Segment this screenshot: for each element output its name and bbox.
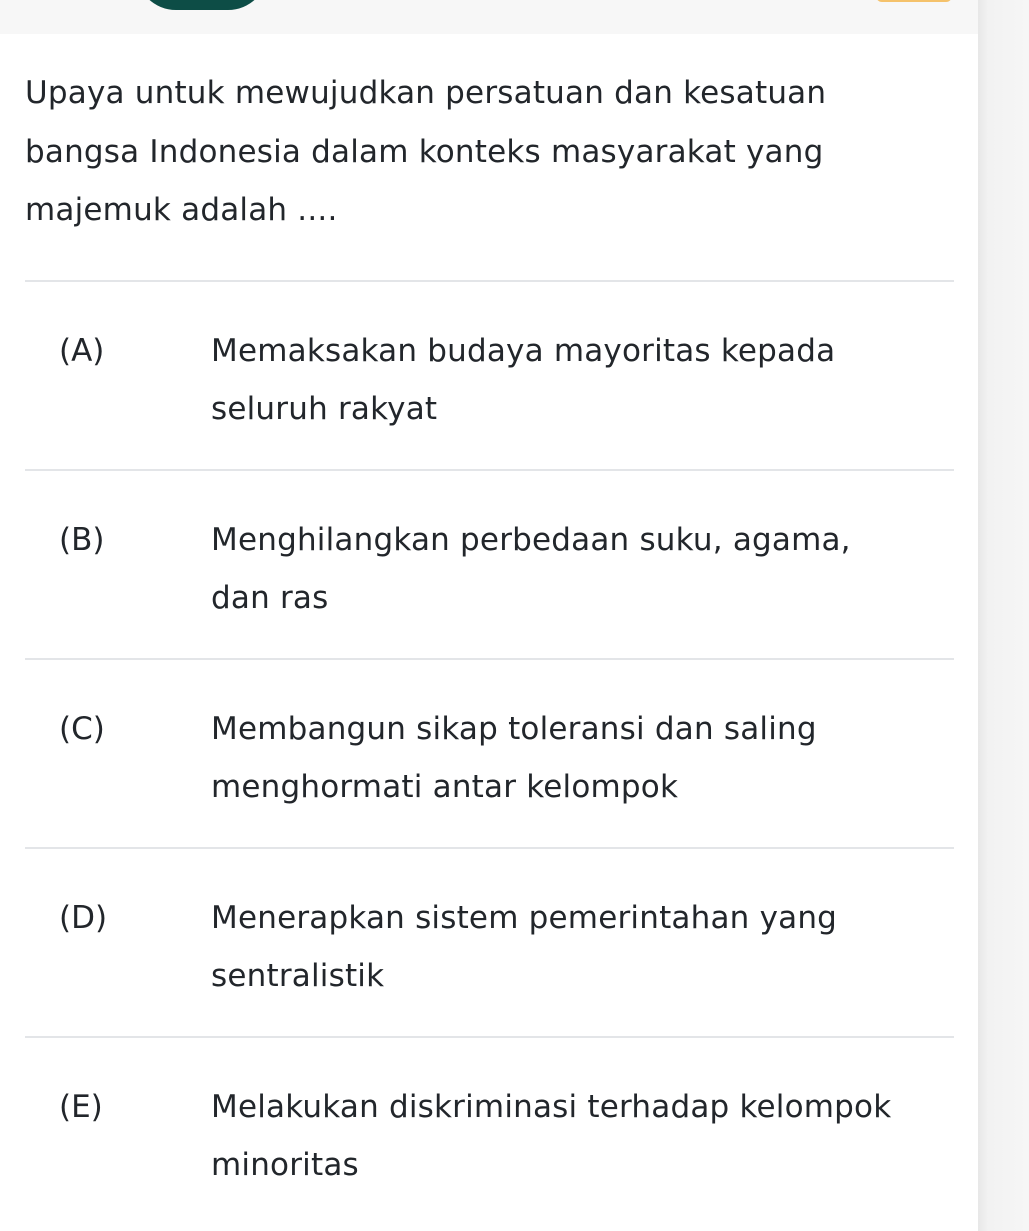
option-d[interactable] bbox=[25, 847, 954, 1036]
question-card bbox=[0, 34, 978, 1231]
question-text bbox=[25, 64, 905, 240]
option-text-line: Menghilangkan perbedaan suku, agama, bbox=[211, 522, 851, 558]
option-label: (B) bbox=[59, 522, 105, 558]
option-text-line: Memaksakan budaya mayoritas kepada bbox=[211, 333, 836, 369]
option-text bbox=[211, 889, 931, 1005]
option-a[interactable] bbox=[25, 280, 954, 469]
option-label: (A) bbox=[59, 333, 105, 369]
option-text-line: sentralistik bbox=[211, 958, 385, 994]
option-c[interactable] bbox=[25, 658, 954, 847]
option-text bbox=[211, 511, 931, 627]
option-text-line: dan ras bbox=[211, 580, 329, 616]
option-label: (E) bbox=[59, 1089, 103, 1125]
option-label: (C) bbox=[59, 711, 105, 747]
option-text-line: menghormati antar kelompok bbox=[211, 769, 679, 805]
option-text-line: seluruh rakyat bbox=[211, 391, 438, 427]
answer-options bbox=[25, 280, 954, 1225]
option-text-line: Menerapkan sistem pemerintahan yang bbox=[211, 900, 838, 936]
option-e[interactable] bbox=[25, 1036, 954, 1225]
question-line: Upaya untuk mewujudkan persatuan dan kesatuan bbox=[25, 75, 827, 111]
option-text-line: Melakukan diskriminasi terhadap kelompok bbox=[211, 1089, 892, 1125]
question-line: bangsa Indonesia dalam konteks masyarakat yang bbox=[25, 133, 824, 170]
option-b[interactable] bbox=[25, 469, 954, 658]
question-line: majemuk adalah .... bbox=[25, 192, 338, 228]
top-bar bbox=[0, 0, 978, 34]
top-tab-indicator[interactable] bbox=[136, 0, 268, 10]
scrollbar-track[interactable] bbox=[978, 0, 1029, 1231]
top-progress-accent bbox=[876, 0, 952, 2]
option-text-line: Membangun sikap toleransi dan saling bbox=[211, 711, 817, 747]
option-label: (D) bbox=[59, 900, 108, 936]
option-text bbox=[211, 322, 931, 438]
option-text bbox=[211, 1078, 931, 1194]
option-text-line: minoritas bbox=[211, 1147, 359, 1183]
option-text bbox=[211, 700, 931, 816]
